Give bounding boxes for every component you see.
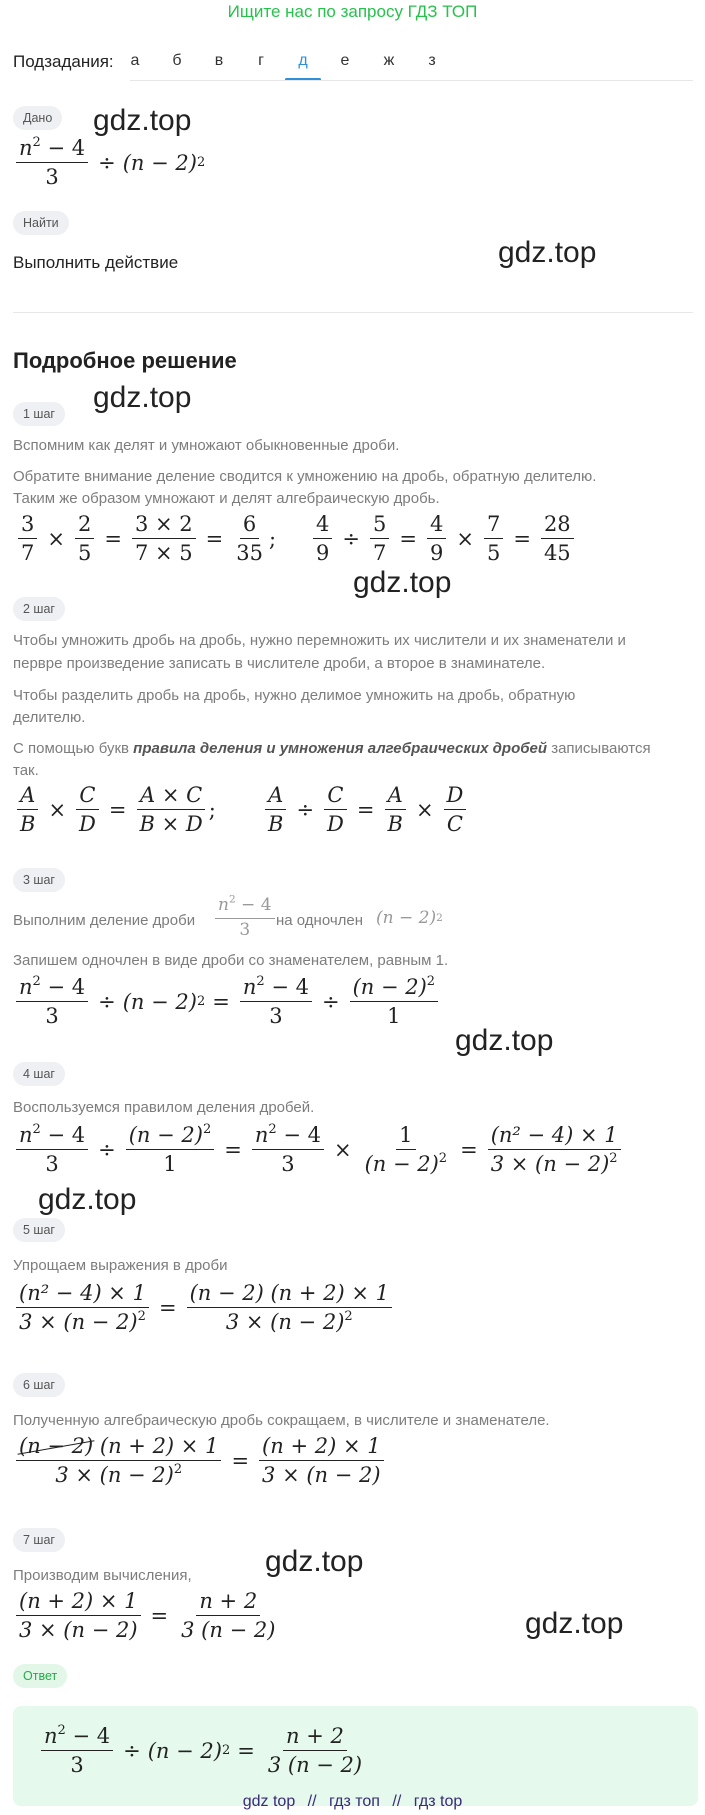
step-7-text-1: Производим вычисления, <box>13 1567 192 1584</box>
step-6-math: $\frac{(n - 2) (n + 2) \times 1}{3 \times (n - 2)^2}$ = $\frac{(n + 2) \times 1}{3 \times (n - 2)}$ <box>13 1434 387 1487</box>
step-2-badge: 2 шаг <box>13 597 65 621</box>
tab-g[interactable]: г <box>258 52 264 69</box>
subtasks-tabs <box>130 42 690 82</box>
solution-title: Подробное решение <box>13 348 237 373</box>
step-3-text-2: на одночлен <box>276 912 364 929</box>
given-expression: $\frac{n^2 - 4}{3}$ ÷ (n − 2) 2 <box>13 136 205 189</box>
step-2-text-4: делителю. <box>13 709 86 726</box>
step-2-text-2: первре произведение записать в числителе дроби, а второе в знаминателе. <box>13 655 546 672</box>
answer-badge: Ответ <box>13 1664 67 1688</box>
answer-math: $\frac{n^2 - 4}{3}$ ÷ (n − 2) 2 = $\frac{n + 2}{3 (n - 2)}$ <box>38 1724 368 1777</box>
tab-b[interactable]: б <box>172 52 182 69</box>
step-5-text-1: Упрощаем выражения в дроби <box>13 1257 228 1274</box>
step-2-math-divide: $\frac{A}{B}$ ÷ $\frac{C}{D}$ = $\frac{A}{B}$ × $\frac{D}{C}$ <box>262 783 469 836</box>
watermark: gdz.top <box>353 566 452 599</box>
step-1-text-2: Обратите внимание деление сводится к умножению на дробь, обратную делителю. <box>13 468 597 485</box>
footer-link-3[interactable]: гдз top <box>413 1793 463 1810</box>
tab-z[interactable]: з <box>428 52 436 69</box>
step-1-math-divide: $\frac{4}{9}$ ÷ $\frac{5}{7}$ = $\frac{4}{9}$ × $\frac{7}{5}$ = $\frac{28}{45}$ <box>310 512 577 565</box>
promo-banner[interactable]: Ищите нас по запросу ГДЗ ТОП <box>227 2 478 21</box>
find-text: Выполнить действие <box>13 253 179 272</box>
step-2-text-6: так. <box>13 762 39 779</box>
step-1-text-3: Таким же образом умножают и делят алгебраическую дробь. <box>13 490 440 507</box>
given-badge: Дано <box>13 106 62 130</box>
step-2-text-5: С помощью букв правила деления и умножения алгебраических дробей записываются <box>13 740 651 757</box>
footer-link-2[interactable]: гдз топ <box>329 1793 380 1810</box>
cancelled-factor: (n − 2) <box>19 1434 94 1458</box>
footer-separator: // <box>307 1793 317 1810</box>
footer-link-1[interactable]: gdz top <box>242 1793 296 1810</box>
step-7-badge: 7 шаг <box>13 1528 65 1552</box>
rules-emphasis: правила деления и умножения алгебраических дробей <box>133 740 548 757</box>
step-4-math: $\frac{n^2 - 4}{3}$ ÷ $\frac{(n - 2)^2}{1}$ = $\frac{n^2 - 4}{3}$ × $\frac{1}{(n - 2)^2}$ = $\frac{\text{(n² − 4) × 1}}{3 \times (n - 2)^2}$ <box>13 1123 624 1176</box>
tab-a[interactable]: а <box>130 52 140 69</box>
step-2-text-1: Чтобы умножить дробь на дробь, нужно перемножить их числители и их знаменатели и <box>13 632 626 649</box>
step-4-text-1: Воспользуемся правилом деления дробей. <box>13 1099 315 1116</box>
tabs-divider <box>130 80 693 81</box>
step-7-math: $\frac{(n + 2) \times 1}{3 \times (n - 2)}$ = $\frac{n + 2}{3 (n - 2)}$ <box>13 1589 281 1642</box>
tab-zh[interactable]: ж <box>383 52 395 69</box>
watermark: gdz.top <box>498 236 597 269</box>
tab-d[interactable]: д <box>298 52 308 69</box>
watermark: gdz.top <box>93 381 192 414</box>
step-2-text-3: Чтобы разделить дробь на дробь, нужно делимое умножить на дробь, обратную <box>13 687 576 704</box>
step-3-text-1: Выполним деление дроби <box>13 912 196 929</box>
footer-separator: // <box>392 1793 402 1810</box>
tab-v[interactable]: в <box>214 52 224 69</box>
step-3-inline-monomial: (n − 2) 2 <box>376 908 443 928</box>
step-1-math-multiply: $\frac{3}{7}$ × $\frac{2}{5}$ = $\frac{3 \times 2}{7 \times 5}$ = $\frac{6}{35}$ ; <box>15 512 276 565</box>
step-6-text-1: Полученную алгебраическую дробь сокращаем, в числителе и знаменателе. <box>13 1412 550 1429</box>
step-3-inline-fraction: $\frac{n^2 - 4}{3}$ <box>212 896 278 940</box>
step-3-badge: 3 шаг <box>13 868 65 892</box>
step-1-badge: 1 шаг <box>13 402 65 426</box>
step-3-math: $\frac{n^2 - 4}{3}$ ÷ (n − 2) 2 = $\frac{n^2 - 4}{3}$ ÷ $\frac{(n - 2)^2}{1}$ <box>13 975 441 1028</box>
step-5-badge: 5 шаг <box>13 1218 65 1242</box>
tab-e[interactable]: е <box>340 52 350 69</box>
watermark: gdz.top <box>38 1183 137 1216</box>
watermark: gdz.top <box>265 1545 364 1578</box>
step-4-badge: 4 шаг <box>13 1062 65 1086</box>
watermark: gdz.top <box>455 1024 554 1057</box>
step-2-math-multiply: $\frac{A}{B}$ × $\frac{C}{D}$ = $\frac{A \times C}{B \times D}$ ; <box>14 783 216 836</box>
subtasks-label: Подзадания: <box>13 52 114 71</box>
step-5-math: $\frac{\text{(n² − 4) × 1}}{3 \times (n - 2)^2}$ = $\frac{(n - 2) (n + 2) \times 1}{3 \times (n - 2)^2}$ <box>13 1281 395 1334</box>
step-3-text-3: Запишем одночлен в виде дроби со знаменателем, равным 1. <box>13 952 449 969</box>
step-6-badge: 6 шаг <box>13 1373 65 1397</box>
step-1-text-1: Вспомним как делят и умножают обыкновенные дроби. <box>13 437 400 454</box>
section-divider <box>13 312 693 313</box>
watermark: gdz.top <box>525 1607 624 1640</box>
footer-links <box>0 1793 705 1811</box>
find-badge: Найти <box>13 211 69 235</box>
watermark: gdz.top <box>93 104 192 137</box>
